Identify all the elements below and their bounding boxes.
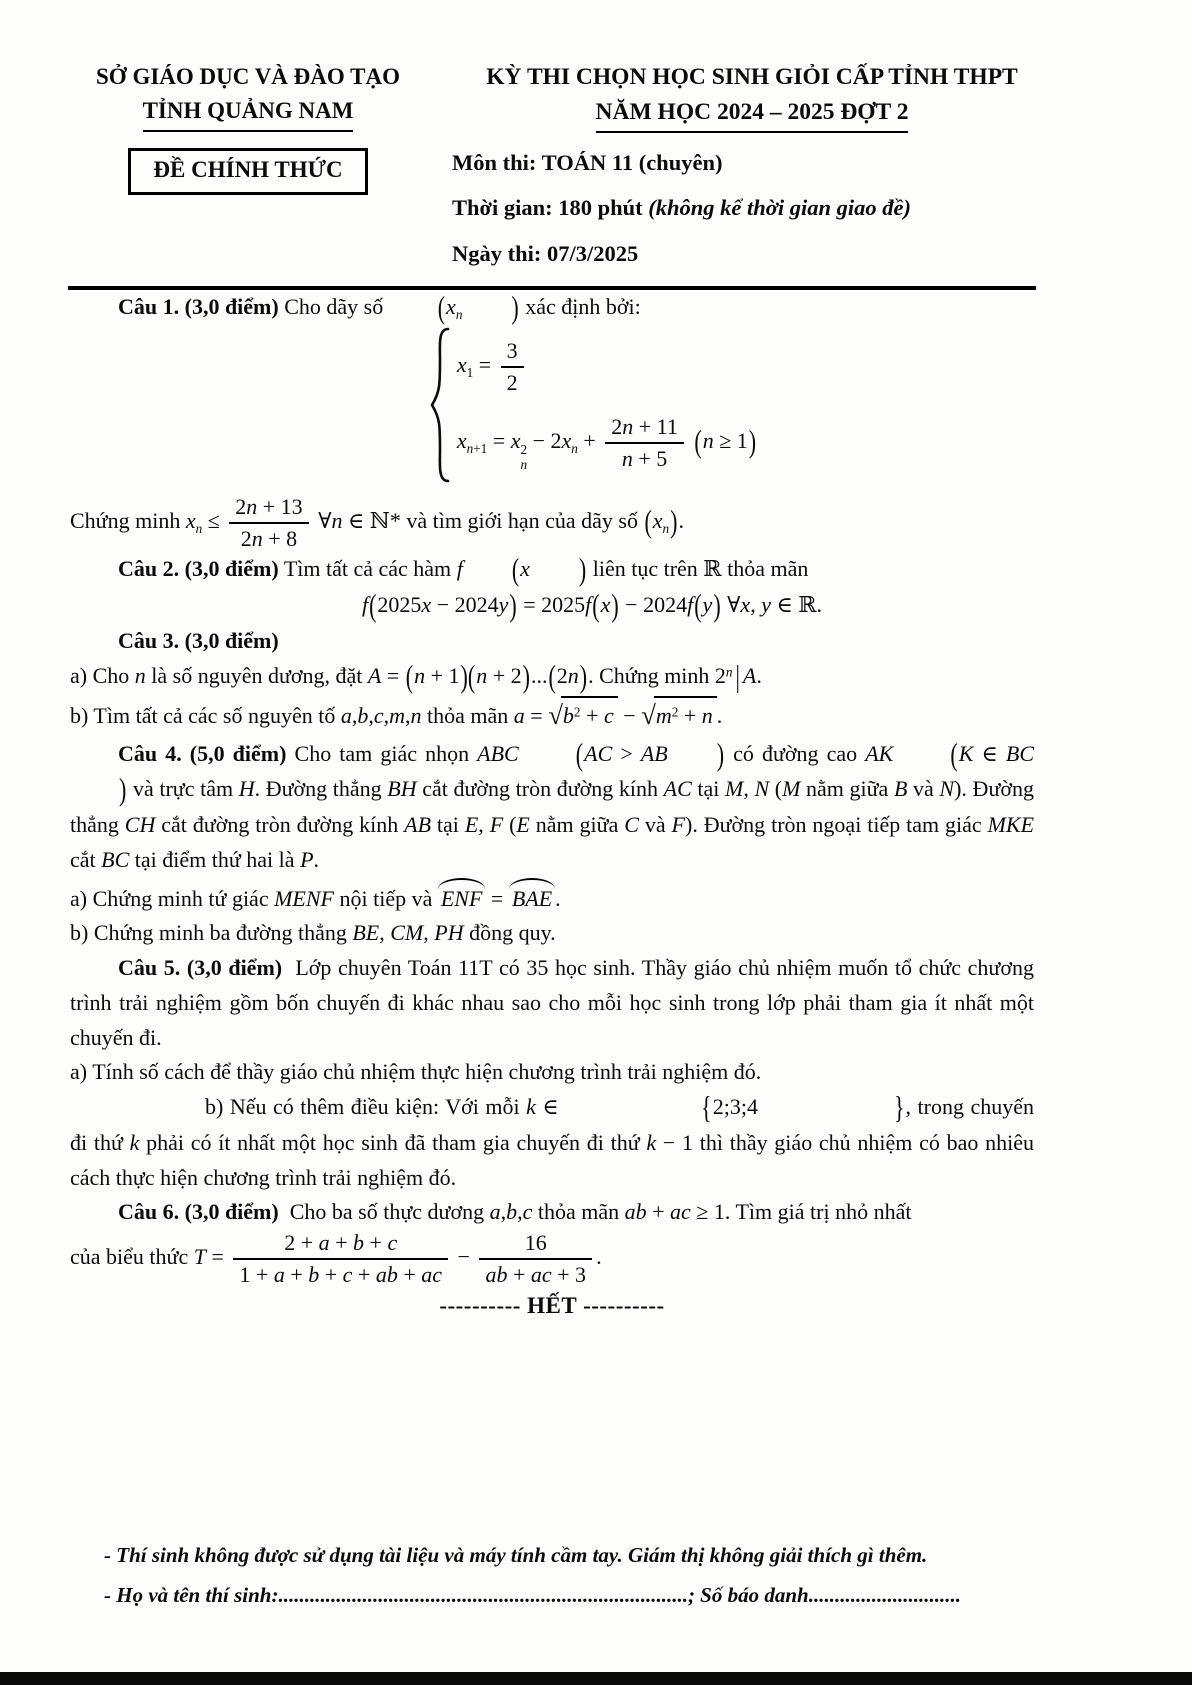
curly-brace-icon [427, 326, 453, 484]
exam-header [0, 0, 1192, 268]
exam-title: KỲ THI CHỌN HỌC SINH GIỎI CẤP TỈNH THPT [486, 64, 1018, 90]
footer-rules-note: - Thí sinh không được sử dụng tài liệu và máy tính cầm tay. Giám thị không giải thích gì thêm. [104, 1543, 928, 1567]
system-equation-1: $x_1$ = $\frac{3}{2}$ [457, 338, 528, 396]
question-4-part-a: a) Chứng minh tứ giác MENF nội tiếp và ENF = BAE . [70, 878, 1034, 917]
duration-line [452, 193, 1052, 222]
system-equation-2: $x_{n+1} = x$ 2 n − $2x_n$ + $\frac{2n + 11}{n + 5}$ (n ≥ 1) [456, 413, 757, 473]
duration-label: Thời gian: 180 phút [452, 195, 649, 221]
scan-edge-artifact [0, 1672, 1192, 1685]
question-1-system-equation [0, 326, 1184, 495]
school-year: NĂM HỌC 2024 – 2025 ĐỢT 2 [596, 97, 909, 134]
footer-name-and-id-line: - Họ và tên thí sinh:..............................................................................; Số báo danh............................. [104, 1583, 961, 1608]
exam-body [0, 290, 1192, 1325]
official-exam-stamp-box: ĐỀ CHÍNH THỨC [128, 148, 367, 195]
province-name: TỈNH QUẢNG NAM [143, 96, 354, 132]
question-3-part-a: a) Cho n là số nguyên dương, đặt A = (n + 1)(n + 2)...(2n). Chứng minh 2$^n$ | A. [70, 657, 762, 694]
question-6-intro: Câu 6. (3,0 điểm) Cho ba số thực dương a,b,c thỏa mãn ab + ac ≥ 1. Tìm giá trị nhỏ nhất [118, 1199, 912, 1225]
question-4-part-b: b) Chứng minh ba đường thẳng BE, CM, PH đồng quy. [70, 920, 556, 946]
exam-date-line: Ngày thi: 07/3/2025 [452, 240, 639, 266]
question-2-intro: Câu 2. (3,0 điểm) Tìm tất cả các hàm f (x ) liên tục trên ℝ thỏa mãn [118, 551, 809, 588]
question-6-expression: của biểu thức T = $\frac{2 + a + b + c}{1 + a + b + c + ab + ac}$ − $\frac{16}{ab + ac + 3}$ . [70, 1230, 602, 1288]
question-2-equation: f(2025x − 2024y) = 2025f(x) − 2024f(y) ∀x, y ∈ ℝ. [361, 586, 823, 624]
question-5-statement: Câu 5. (3,0 điểm) Lớp chuyên Toán 11T có 35 học sinh. Thầy giáo chủ nhiệm muốn tổ chức chương trình trải nghiệm gồm bốn chuyến đi khác nhau sao cho mỗi học sinh trong lớp phải tham gia ít nhất một chuyến đi. [70, 955, 1034, 1050]
question-1-claim: Chứng minh $x_n$ ≤ $\frac{2n + 13}{2n + 8}$ ∀n ∈ ℕ* và tìm giới hạn của dãy số $(x_n)$. [70, 494, 684, 552]
question-3-title: Câu 3. (3,0 điểm) [118, 627, 279, 653]
issuing-authority-block [58, 62, 438, 268]
question-1-intro: Câu 1. (3,0 điểm) Cho dãy số ($x_n$ ) xác định bởi: [118, 288, 641, 326]
department-name: SỞ GIÁO DỤC VÀ ĐÀO TẠO [96, 64, 400, 89]
question-5-part-a: a) Tính số cách để thầy giáo chủ nhiệm thực hiện chương trình trải nghiệm đó. [70, 1059, 762, 1085]
question-4-statement: Câu 4. (5,0 điểm) Cho tam giác nhọn ABC (AC > AB ) có đường cao AK (K ∈ BC) và trực tâm H. Đường thẳng BH cắt đường tròn đường kính AC tại M, N (M nằm giữa B và N). Đường thẳng CH cắt đường tròn đường kính AB tại E, F (E nằm giữa C và F). Đường tròn ngoại tiếp tam giác MKE cắt BC tại điểm thứ hai là P. [70, 735, 1035, 872]
exam-footer [104, 1541, 1082, 1610]
question-5-part-b: b) Nếu có thêm điều kiện: Với mỗi k ∈ {2;3;4 }, trong chuyến đi thứ k phải có ít nhất một học sinh đã tham gia chuyến đi thứ k − 1 thì thầy giáo chủ nhiệm có bao nhiêu cách thực hiện chương trình trải nghiệm đó. [70, 1089, 1035, 1190]
question-3-part-b: b) Tìm tất cả các số nguyên tố a,b,c,m,n thỏa mãn $a = √b^2 + c - √m^2 + n$ . [70, 694, 1034, 736]
end-of-exam-marker: ---------- HẾT ---------- [439, 1293, 665, 1319]
exam-title-block [452, 62, 1052, 268]
duration-note: (không kể thời gian giao đề) [648, 195, 911, 221]
subject-line: Môn thi: TOÁN 11 (chuyên) [452, 150, 723, 176]
